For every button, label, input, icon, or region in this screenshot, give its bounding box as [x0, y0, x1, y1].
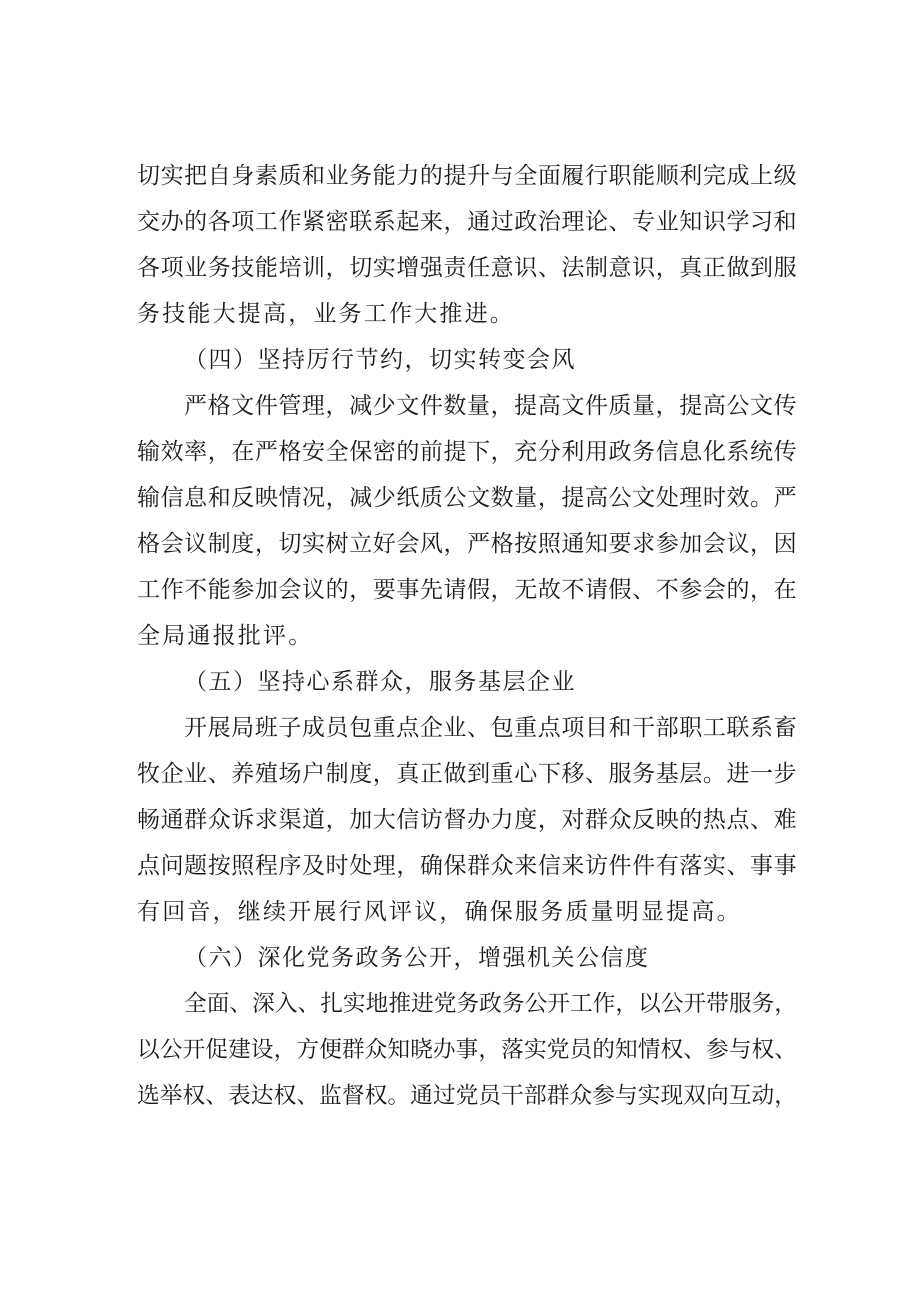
paragraph-line: 有回音，继续开展行风评议，确保服务质量明显提高。 — [137, 899, 742, 925]
paragraph-line: 各项业务技能培训，切实增强责任意识、法制意识，真正做到服 — [137, 255, 797, 281]
paragraph-line: 工作不能参加会议的，要事先请假，无故不请假、不参会的，在 — [137, 577, 797, 603]
paragraph-line: 选举权、表达权、监督权。通过党员干部群众参与实现双向互动， — [137, 1083, 797, 1109]
paragraph-line: 交办的各项工作紧密联系起来，通过政治理论、专业知识学习和 — [137, 209, 797, 235]
paragraph-line: 牧企业、养殖场户制度，真正做到重心下移、服务基层。进一步 — [137, 761, 797, 787]
paragraph-line: 开展局班子成员包重点企业、包重点项目和干部职工联系畜 — [184, 715, 797, 741]
paragraph-line: 务技能大提高，业务工作大推进。 — [137, 301, 515, 327]
paragraph-line: 点问题按照程序及时处理，确保群众来信来访件件有落实、事事 — [137, 853, 797, 879]
section-heading: （六）深化党务政务公开，增强机关公信度 — [184, 945, 650, 971]
paragraph-line: 以公开促建设，方便群众知晓办事，落实党员的知情权、参与权、 — [137, 1037, 797, 1063]
paragraph-line: 全局通报批评。 — [137, 623, 314, 649]
section-heading: （五）坚持心系群众，服务基层企业 — [184, 669, 576, 695]
paragraph-line: 输信息和反映情况，减少纸质公文数量，提高公文处理时效。严 — [137, 485, 797, 511]
paragraph-line: 全面、深入、扎实地推进党务政务公开工作，以公开带服务， — [184, 991, 797, 1017]
paragraph-line: 严格文件管理，减少文件数量，提高文件质量，提高公文传 — [184, 393, 797, 419]
section-heading: （四）坚持厉行节约，切实转变会风 — [184, 347, 576, 373]
paragraph-line: 格会议制度，切实树立好会风，严格按照通知要求参加会议，因 — [137, 531, 797, 557]
paragraph-line: 畅通群众诉求渠道，加大信访督办力度，对群众反映的热点、难 — [137, 807, 797, 833]
paragraph-line: 切实把自身素质和业务能力的提升与全面履行职能顺利完成上级 — [137, 163, 797, 189]
paragraph-line: 输效率，在严格安全保密的前提下，充分利用政务信息化系统传 — [137, 439, 797, 465]
